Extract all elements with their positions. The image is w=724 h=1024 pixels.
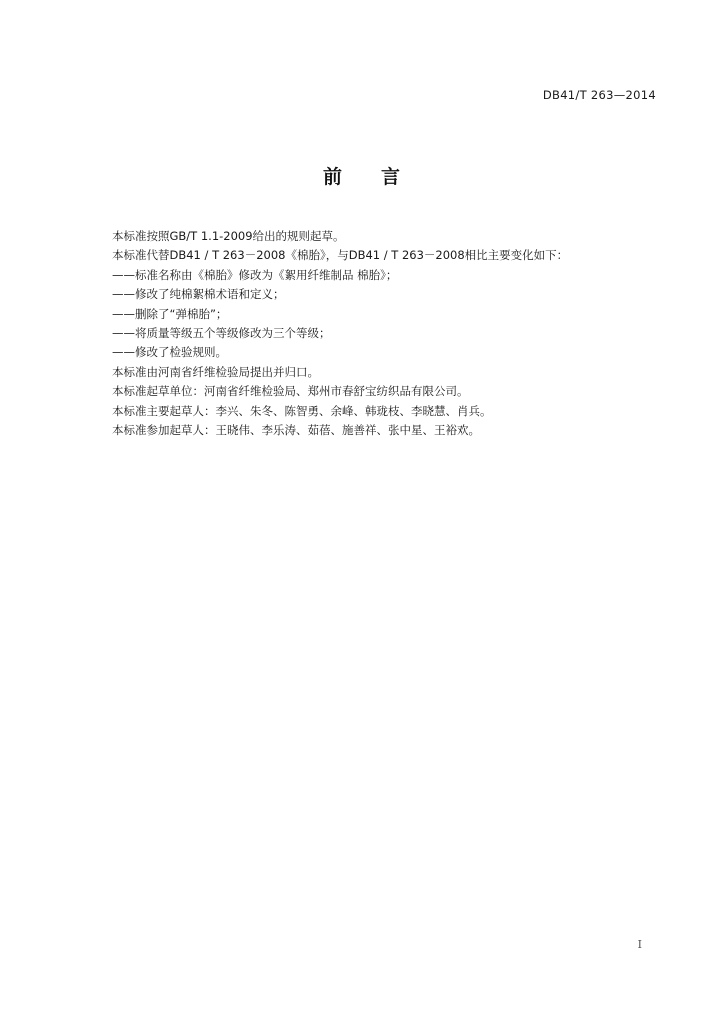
page-title-char-2: 言 [381, 166, 402, 188]
change-item: ——将质量等级五个等级修改为三个等级； [112, 325, 331, 340]
text-line: 本标准由河南省纤维检验局提出并归口。 [112, 364, 319, 379]
change-item: ——修改了检验规则。 [112, 345, 227, 360]
text-line: 本标准代替DB41 / T 263－2008《棉胎》，与DB41 / T 263－2008相比主要变化如下： [112, 248, 569, 263]
page-title [0, 162, 724, 189]
change-item: ——修改了纯棉絮棉术语和定义； [112, 287, 285, 302]
page-number: I [637, 938, 642, 951]
text-line: 本标准主要起草人：李兴、朱冬、陈智勇、余峰、韩珑枝、李晓慧、肖兵。 [112, 403, 492, 418]
document-code: DB41/T 263—2014 [542, 88, 656, 102]
change-item: ——删除了“弹棉胎”； [112, 306, 228, 321]
page-title-char-1: 前 [322, 166, 343, 188]
text-line: 本标准起草单位：河南省纤维检验局、郑州市春舒宝纺织品有限公司。 [112, 384, 469, 399]
text-line: 本标准按照GB/T 1.1-2009给出的规则起草。 [112, 229, 345, 243]
foreword-body [112, 227, 672, 440]
change-item: ——标准名称由《棉胎》修改为《絮用纤维制品 棉胎》； [112, 267, 398, 282]
text-line: 本标准参加起草人：王晓伟、李乐涛、茹蓓、施善祥、张中星、王裕欢。 [112, 422, 480, 437]
